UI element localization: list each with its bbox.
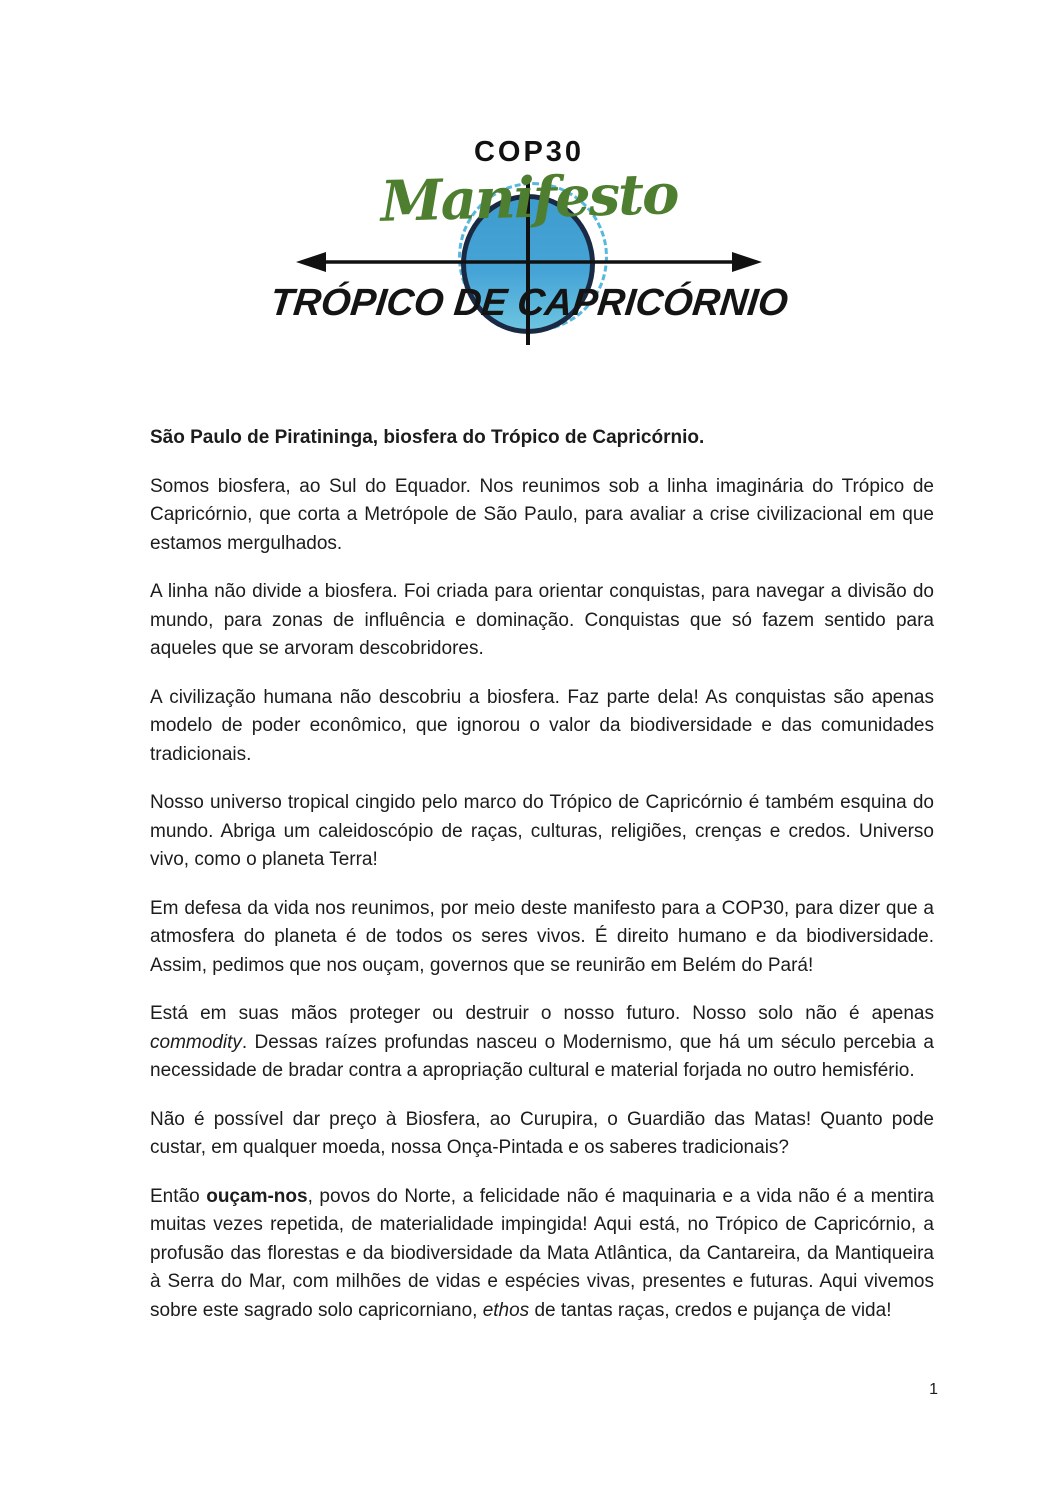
manifesto-script-word: Manifesto [379, 161, 679, 235]
cop30-title: COP30 [473, 136, 585, 168]
paragraph-segment: de tantas raças, credos e pujança de vida! [529, 1299, 892, 1321]
paragraph-segment: Em defesa da vida nos reunimos, por meio deste manifesto para a COP30, para dizer que a atmosfera do planeta é de todos os seres vivos. É direito humano e da biodiversidade. Assim, pedimos que nos ouçam, governos que se reunirão em Belém do Pará! [150, 897, 934, 976]
manifesto-paragraphs [150, 473, 934, 1326]
paragraph [150, 895, 934, 981]
paragraph [150, 684, 934, 770]
paragraph-segment: Somos biosfera, ao Sul do Equador. Nos reunimos sob a linha imaginária do Trópico de Capricórnio, que corta a Metrópole de São Paulo, para avaliar a crise civilizacional em que estamos mergulhados. [150, 475, 934, 554]
paragraph-segment: . Dessas raízes profundas nasceu o Modernismo, que há um século percebia a necessidade de bradar contra a apropriação cultural e material forjada no outro hemisfério. [150, 1031, 934, 1081]
paragraph [150, 473, 934, 559]
paragraph-segment: commodity [150, 1031, 242, 1053]
page-number: 1 [929, 1381, 938, 1398]
paragraph [150, 1183, 934, 1326]
paragraph-segment: Então [150, 1185, 207, 1207]
paragraph-segment: ouçam-nos [206, 1185, 308, 1207]
paragraph-segment: , povos do Norte, a felicidade não é maquinaria e a vida não é a mentira muitas vezes repetida, de materialidade impingida! Aqui está, no Trópico de Capricórnio, a profusão das florestas e da biodiversidade da Mata Atlântica, da Cantareira, da Mantiqueira à Serra do Mar, com milhões de vidas e espécies vivas, presentes e futuras. Aqui vivemos sobre este sagrado solo capricorniano, [150, 1185, 935, 1321]
document-heading: São Paulo de Piratininga, biosfera do Trópico de Capricórnio. [150, 427, 705, 448]
paragraph-segment: ethos [482, 1299, 530, 1321]
paragraph [150, 1106, 934, 1163]
tropic-of-capricorn-logo [268, 161, 790, 352]
double-arrow-icon [294, 248, 764, 276]
paragraph-segment: Está em suas mãos proteger ou destruir o nosso futuro. Nosso solo não é apenas [150, 1003, 934, 1024]
paragraph-segment: Nosso universo tropical cingido pelo marco do Trópico de Capricórnio é também esquina do mundo. Abriga um caleidoscópio de raças, culturas, religiões, crenças e credos. Universo vivo, como o planeta Terra! [150, 792, 934, 870]
paragraph-segment: Não é possível dar preço à Biosfera, ao Curupira, o Guardião das Matas! Quanto pode custar, em qualquer moeda, nossa Onça-Pintada e os saberes tradicionais? [150, 1108, 934, 1158]
tropic-title: TRÓPICO DE CAPRICÓRNIO [268, 282, 790, 324]
paragraph [150, 578, 934, 664]
paragraph-segment: A linha não divide a biosfera. Foi criada para orientar conquistas, para navegar a divisão do mundo, para zonas de influência e dominação. Conquistas que só fazem sentido para aqueles que se arvoram descobridores. [150, 581, 934, 659]
paragraph-segment: A civilização humana não descobriu a biosfera. Faz parte dela! As conquistas são apenas modelo de poder econômico, que ignorou o valor da biodiversidade e das comunidades tradicionais. [150, 686, 934, 765]
manifesto-body [150, 424, 934, 1345]
paragraph [150, 1000, 934, 1086]
paragraph [150, 789, 934, 875]
